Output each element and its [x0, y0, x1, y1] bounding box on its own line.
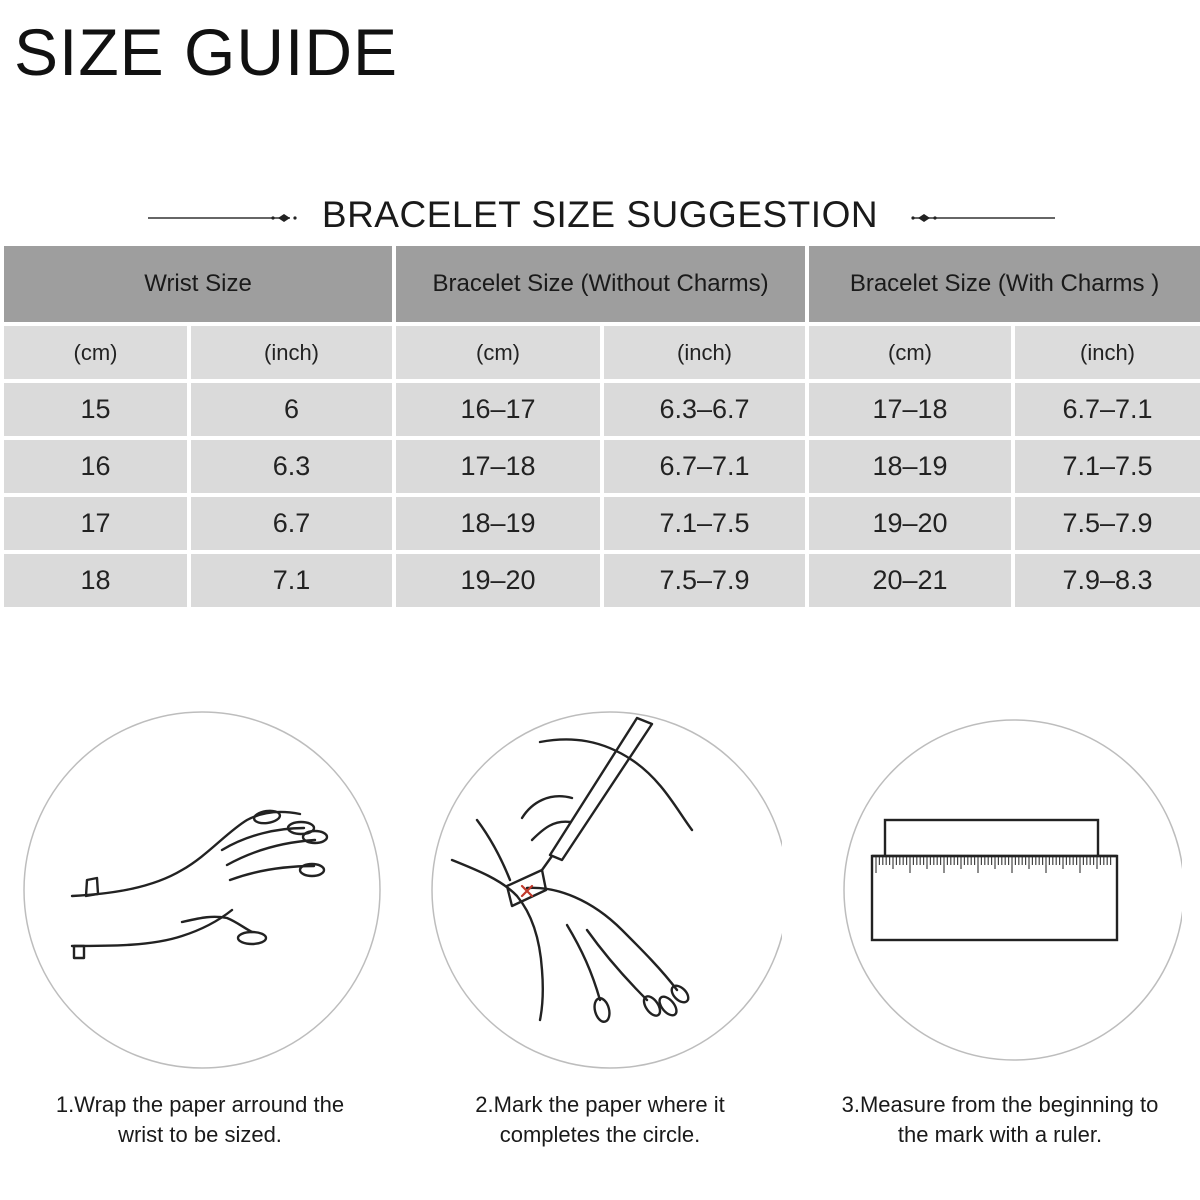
table-row — [2, 381, 1200, 438]
step-3 — [800, 700, 1200, 1160]
step-1 — [0, 700, 400, 1160]
table-row — [2, 438, 1200, 495]
group-without-charms: Bracelet Size (Without Charms) — [394, 244, 807, 324]
step-2 — [400, 700, 800, 1160]
unit-cell: (inch) — [1013, 324, 1200, 381]
caption-line: 1.Wrap the paper arround the — [55, 1092, 345, 1117]
table-cell: 6.7 — [189, 495, 394, 552]
table-cell: 17–18 — [394, 438, 602, 495]
table-cell: 7.1–7.5 — [602, 495, 807, 552]
size-table — [0, 242, 1200, 611]
caption-line: completes the circle. — [499, 1122, 701, 1147]
table-cell: 6.3–6.7 — [602, 381, 807, 438]
table-cell: 18–19 — [394, 495, 602, 552]
caption-line: 3.Measure from the beginning to — [841, 1092, 1159, 1117]
table-cell: 7.1 — [189, 552, 394, 609]
caption-line: 2.Mark the paper where it — [475, 1092, 725, 1117]
unit-cell: (cm) — [807, 324, 1013, 381]
table-cell: 7.9–8.3 — [1013, 552, 1200, 609]
section-heading — [0, 190, 1200, 246]
table-cell: 19–20 — [394, 552, 602, 609]
table-cell: 17–18 — [807, 381, 1013, 438]
table-cell: 20–21 — [807, 552, 1013, 609]
table-group-header — [2, 244, 1200, 324]
unit-cell: (cm) — [2, 324, 189, 381]
ruler-measure-icon — [822, 710, 1182, 1070]
unit-cell: (inch) — [602, 324, 807, 381]
unit-cell: (cm) — [394, 324, 602, 381]
table-row — [2, 495, 1200, 552]
table-cell: 6.3 — [189, 438, 394, 495]
caption-line: the mark with a ruler. — [897, 1122, 1103, 1147]
section-subtitle: BRACELET SIZE SUGGESTION — [321, 194, 879, 235]
caption-line: wrist to be sized. — [118, 1122, 282, 1147]
table-cell: 6.7–7.1 — [1013, 381, 1200, 438]
table-cell: 18 — [2, 552, 189, 609]
unit-cell: (inch) — [189, 324, 394, 381]
step-1-caption — [0, 1090, 400, 1150]
table-cell: 17 — [2, 495, 189, 552]
table-unit-row — [2, 324, 1200, 381]
table-cell: 16–17 — [394, 381, 602, 438]
table-cell: 15 — [2, 381, 189, 438]
step-2-caption — [400, 1090, 800, 1150]
table-cell: 6.7–7.1 — [602, 438, 807, 495]
table-cell: 7.1–7.5 — [1013, 438, 1200, 495]
table-cell: 7.5–7.9 — [1013, 495, 1200, 552]
table-cell: 6 — [189, 381, 394, 438]
table-row — [2, 552, 1200, 609]
step-3-caption — [800, 1090, 1200, 1150]
group-with-charms: Bracelet Size (With Charms ) — [807, 244, 1200, 324]
page-title: SIZE GUIDE — [14, 15, 399, 89]
group-wrist-size: Wrist Size — [2, 244, 394, 324]
table-cell: 7.5–7.9 — [602, 552, 807, 609]
table-cell: 18–19 — [807, 438, 1013, 495]
wrist-wrap-icon — [22, 710, 382, 1070]
measuring-steps — [0, 700, 1200, 1160]
mark-paper-icon — [422, 710, 782, 1070]
table-cell: 16 — [2, 438, 189, 495]
table-cell: 19–20 — [807, 495, 1013, 552]
